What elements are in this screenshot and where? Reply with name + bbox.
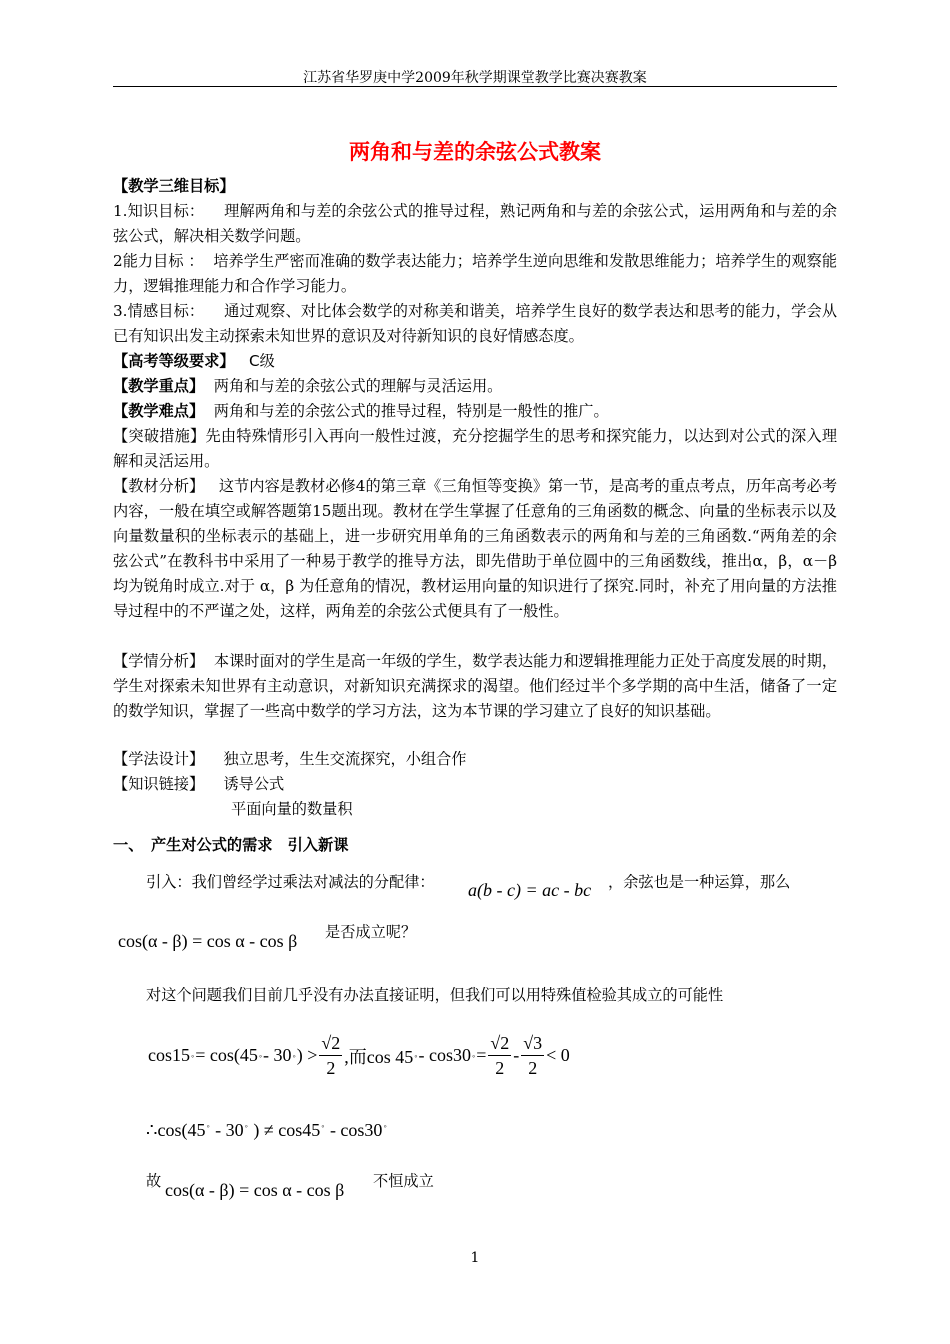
teaching-difficulty: 【教学难点】 两角和与差的余弦公式的推导过程，特别是一般性的推广。 [113,402,609,420]
knowledge-link: 【知识链接】 诱导公式 [113,775,285,793]
cos-difference-question: cos(α - β) = cos α - cos β [118,931,298,951]
page-header: 江苏省华罗庚中学2009年秋学期课堂教学比赛决赛教案 [303,70,647,86]
student-analysis: 【学情分析】 本课时面对的学生是高一年级的学生，数学表达能力和逻辑推理能力正处于高度发展的时期，学生对探索未知世界有主动意识，对新知识充满探求的渴望。他们经过半个多学期的高中生活，储备了一定的数学知识，掌握了一些高中数学的学习方法，这为本节课的学习建立了良好的知识基础。 [113,652,838,720]
exam-requirement: 【高考等级要求】 C级 [113,352,275,370]
fraction-sqrt2-over-2: $\frac{√2}{2}$ [321,1033,341,1078]
special-value-equation: cos15 ◦ = cos(45 ◦ - 30 ◦ ) > $\frac{√2}{2}$ ,而cos 45 ◦ - cos30 ◦ = $\frac{√2}{2}$ - $\frac{√3}{2}$ < 0 [148,1033,570,1078]
check-text: 对这个问题我们目前几乎没有办法直接证明，但我们可以用特殊值检验其成立的可能性 [146,986,724,1004]
part1-heading: 一、 产生对公式的需求 引入新课 [113,836,349,854]
fraction-sqrt2-over-2-b: $\frac{√2}{2}$ [490,1033,510,1078]
page-number: 1 [470,1250,480,1266]
goal-emotion: 3.情感目标： 通过观察、对比体会数学的对称美和谐美，培养学生良好的数学表达和思考的能力，学会从已有知识出发主动探索未知世界的意识及对待新知识的良好情感态度。 [113,302,838,345]
goals-heading: 【教学三维目标】 [113,177,235,195]
question-text: 是否成立呢？ [325,923,417,941]
method-design: 【学法设计】 独立思考，生生交流探究，小组合作 [113,750,467,768]
cos-difference-conclusion: cos(α - β) = cos α - cos β [165,1180,345,1200]
so-text: 故 [146,1172,162,1190]
breakthrough-measures: 【突破措施】先由特殊情形引入再向一般性过渡，充分挖掘学生的思考和探究能力，以达到对公式的深入理解和灵活运用。 [113,427,838,470]
teaching-key: 【教学重点】 两角和与差的余弦公式的理解与灵活运用。 [113,377,503,395]
intro-text: 引入：我们曾经学过乘法对减法的分配律： [146,873,435,891]
material-analysis: 【教材分析】 这节内容是教材必修4的第三章《三角恒等变换》第一节，是高考的重点考点，历年高考必考内容，一般在填空或解答题第15题出现。教材在学生掌握了任意角的三角函数的概念、向量的坐标表示以及向量数量积的坐标表示的基础上，进一步研究用单角的三角函数表示的两角和与差的三角函数.“两角差的余弦公式”在教科书中采用了一种易于教学的推导方法，即先借助于单位圆中的三角函数线，推出α，β，α－β 均为锐角时成立.对于 α，β 为任意角的情况，教材运用向量的知识进行了探究.同时，补充了用向量的方法推导过程中的不严谨之处，这样，两角差的余弦公式便具有了一般性。 [113,477,838,620]
goal-ability: 2能力目标 ： 培养学生严密而准确的数学表达能力；培养学生逆向思维和发散思维能力；培养学生的观察能力，逻辑推理能力和合作学习能力。 [113,252,838,295]
document-title: 两角和与差的余弦公式教案 [349,140,601,164]
fraction-sqrt3-over-2: $\frac{√3}{2}$ [523,1033,543,1078]
knowledge-link-2: 平面向量的数量积 [231,800,353,818]
distributive-formula: a(b - c) = ac - bc [468,880,592,900]
goal-knowledge: 1.知识目标： 理解两角和与差的余弦公式的推导过程，熟记两角和与差的余弦公式，运用两角和与差的余弦公式，解决相关数学问题。 [113,202,838,245]
therefore-inequality: ∴cos(45◦ - 30◦ ) ≠ cos45◦ - cos30◦ [146,1120,387,1140]
intro-text-2: ，余弦也是一种运算，那么 [608,873,791,891]
not-always-text: 不恒成立 [373,1172,434,1190]
header-rule [113,86,837,87]
